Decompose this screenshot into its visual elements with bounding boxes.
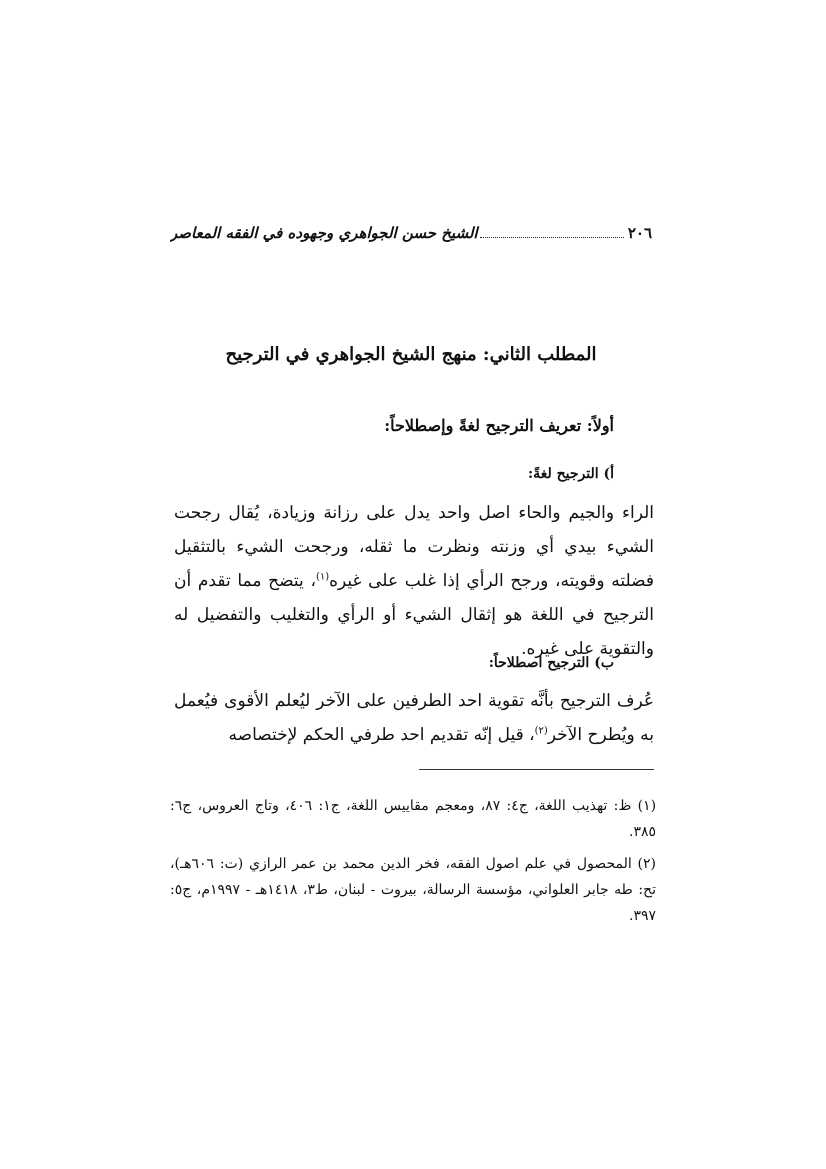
paragraph-text: ، قيل إنّه تقديم احد طرفي الحكم لإختصاصه bbox=[228, 725, 535, 745]
subheading-definition: أولاً: تعريف الترجيح لغةً وإصطلاحاً: bbox=[384, 416, 614, 435]
subheading-technical: ب) الترجيح اصطلاحاً: bbox=[488, 655, 614, 671]
paragraph-text: الراء والجيم والحاء اصل واحد يدل على رزانة وزيادة، يُقال رجحت الشيء بيدي أي وزنته ونظرت ما ثقله، ورجحت الشيء بالتثقيل فضلته وقويته، ورجح الرأي إذا غلب على غيره bbox=[174, 503, 655, 591]
page-number: ٢٠٦ bbox=[627, 224, 652, 242]
paragraph-text: ، يتضح مما تقدم أن الترجيح في اللغة هو إثقال الشيء أو الرأي والتغليب والتفضيل له والتقوية على غيره. bbox=[174, 571, 654, 659]
footnote-divider bbox=[419, 769, 654, 770]
running-header bbox=[170, 222, 652, 244]
section-title: المطلب الثاني: منهج الشيخ الجواهري في الترجيح bbox=[225, 344, 597, 365]
paragraph-technical bbox=[174, 684, 654, 752]
dot-leader bbox=[480, 225, 624, 238]
subheading-linguistic: أ) الترجيح لغةً: bbox=[528, 466, 614, 482]
footnote-1: (١) ظ: تهذيب اللغة، ج٤: ٨٧، ومعجم مقاييس اللغة، ج١: ٤٠٦، وتاج العروس، ج٦: ٣٨٥. bbox=[170, 798, 657, 840]
paragraph-text: عُرف الترجيح بأنَّه تقوية احد الطرفين على الآخر ليُعلم الأقوى فيُعمل به ويُطرح الآخر bbox=[174, 691, 654, 745]
footnote-ref-1[interactable]: (١) bbox=[315, 571, 330, 583]
paragraph-linguistic bbox=[174, 496, 654, 666]
footnote-2: (٢) المحصول في علم اصول الفقه، فخر الدين محمد بن عمر الرازي (ت: ٦٠٦هـ)، تح: طه جابر العلواني، مؤسسة الرسالة، بيروت - لبنان، ط٣، ١٤١٨هـ - ١٩٩٧م، ج٥: ٣٩٧. bbox=[170, 856, 656, 924]
footnote-ref-2[interactable]: (٢) bbox=[534, 725, 548, 737]
book-title: الشيخ حسن الجواهري وجهوده في الفقه المعاصر bbox=[170, 224, 478, 242]
